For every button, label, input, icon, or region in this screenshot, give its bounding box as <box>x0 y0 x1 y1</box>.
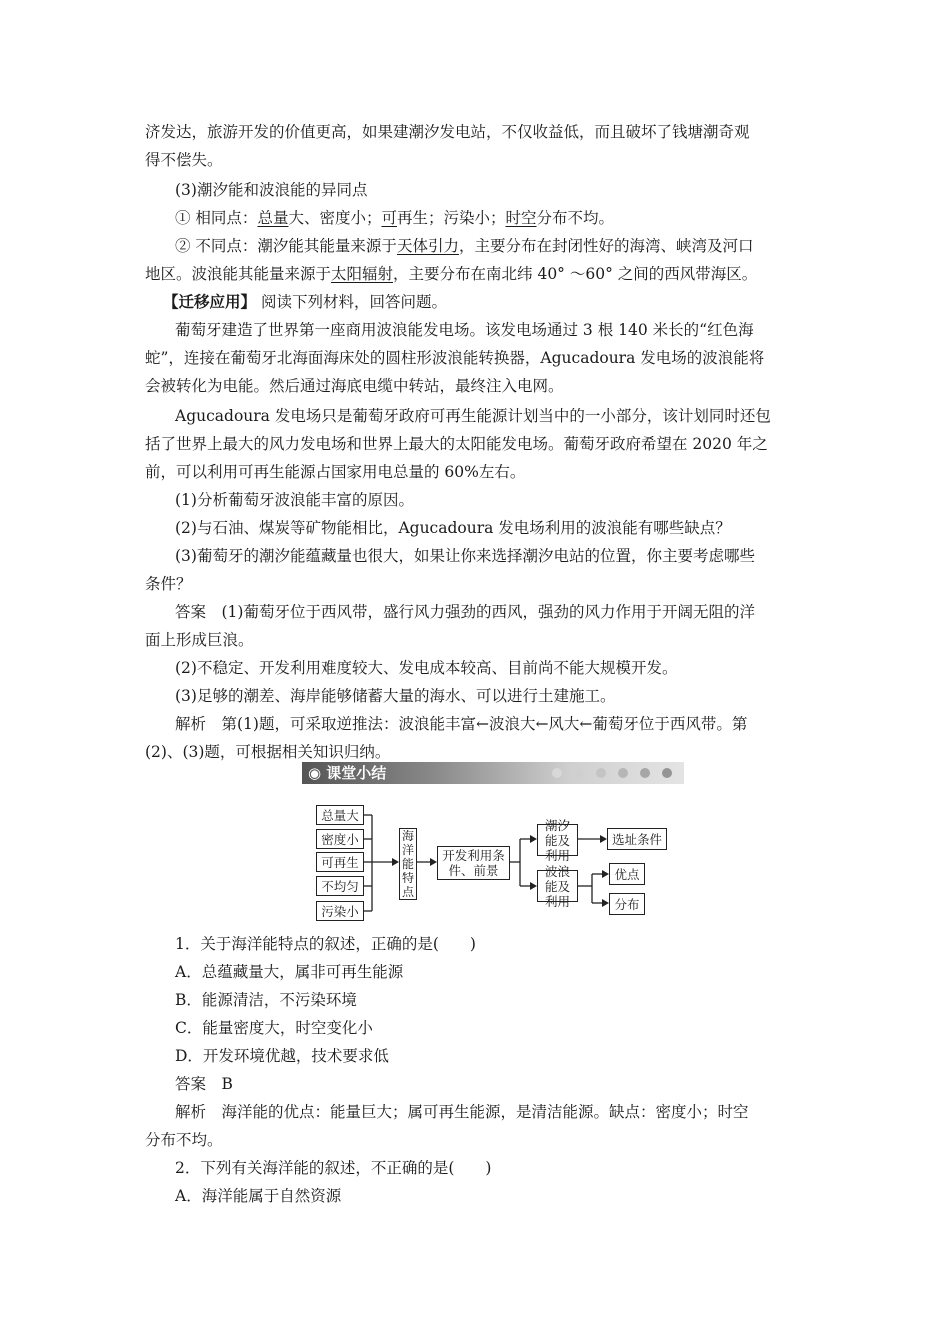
feature-box: 不均匀 <box>316 876 364 896</box>
advantage-box: 优点 <box>609 863 645 885</box>
differences-line <box>175 236 753 256</box>
text: ，主要分布在南北纬 40° ～60° 之间的西风带海区。 <box>393 265 758 283</box>
label: ① 相同点： <box>175 209 258 227</box>
text: ② 不同点：潮汐能其能量来源于 <box>175 237 397 255</box>
answer-line: (3)足够的潮差、海岸能够储蓄大量的海水、可以进行土建施工。 <box>175 687 616 705</box>
question-line: 条件？ <box>145 575 192 593</box>
text-line: 括了世界上最大的风力发电场和世界上最大的太阳能发电场。葡萄牙政府希望在 2020 年之 <box>145 435 768 453</box>
answer-line: 答案 B <box>175 1075 233 1093</box>
question-line: (1)分析葡萄牙波浪能丰富的原因。 <box>175 491 414 509</box>
explanation-line: (2)、(3)题，可根据相关知识归纳。 <box>145 743 391 761</box>
distribution-box: 分布 <box>609 893 645 915</box>
question-2: 2．下列有关海洋能的叙述，不正确的是( ) <box>175 1159 492 1177</box>
option-c: C．能量密度大，时空变化小 <box>175 1019 373 1037</box>
wave-energy-box: 波浪能及利用 <box>537 870 578 902</box>
text: 大、密度小； <box>288 209 382 227</box>
explanation-line: 分布不均。 <box>145 1131 223 1149</box>
development-box: 开发利用条件、前景 <box>437 846 510 880</box>
feature-box: 污染小 <box>316 901 364 921</box>
feature-box: 可再生 <box>316 852 364 872</box>
text-line: 前，可以利用可再生能源占国家用电总量的 60%左右。 <box>145 463 526 481</box>
section-heading: (3)潮汐能和波浪能的异同点 <box>175 181 368 199</box>
explanation-line: 解析 海洋能的优点：能量巨大；属可再生能源，是清洁能源。缺点：密度小；时空 <box>175 1103 749 1121</box>
option-a: A．海洋能属于自然资源 <box>175 1187 342 1205</box>
option-d: D．开发环境优越，技术要求低 <box>175 1047 389 1065</box>
site-conditions-box: 选址条件 <box>607 828 667 850</box>
question-line: (2)与石油、煤炭等矿物能相比，Agucadoura 发电场利用的波浪能有哪些缺点？ <box>175 519 731 537</box>
underlined-term: 可 <box>381 209 397 227</box>
answer-line: 答案 (1)葡萄牙位于西风带，盛行风力强劲的西风，强劲的风力作用于开阔无阻的洋 <box>175 603 755 621</box>
feature-box: 密度小 <box>316 829 364 849</box>
tidal-energy-box: 潮汐能及利用 <box>537 824 578 856</box>
text: 阅读下列材料，回答问题。 <box>256 293 447 311</box>
transfer-application-line <box>163 292 447 312</box>
text: 分布不均。 <box>536 209 615 227</box>
answer-line: (2)不稳定、开发利用难度较大、发电成本较高、目前尚不能大规模开发。 <box>175 659 678 677</box>
section-tag: 【迁移应用】 <box>163 292 257 311</box>
differences-line <box>145 264 757 284</box>
text-line: Agucadoura 发电场只是葡萄牙政府可再生能源计划当中的一小部分，该计划同时还包 <box>175 407 771 425</box>
question-line: (3)葡萄牙的潮汐能蕴藏量也很大，如果让你来选择潮汐电站的位置，你主要考虑哪些 <box>175 547 755 565</box>
underlined-term: 太阳辐射 <box>331 265 394 283</box>
text-line: 会被转化为电能。然后通过海底电缆中转站，最终注入电网。 <box>145 377 564 395</box>
option-b: B．能源清洁，不污染环境 <box>175 991 357 1009</box>
ocean-energy-features-box: 海洋能特点 <box>399 828 417 900</box>
text-line: 蛇”，连接在葡萄牙北海面海床处的圆柱形波浪能转换器，Agucadoura 发电场的波浪能将 <box>145 349 765 367</box>
banner-title: ◉ 课堂小结 <box>308 764 387 782</box>
underlined-term: 天体引力 <box>396 237 459 255</box>
text: 再生；污染小； <box>396 209 506 227</box>
question-1: 1．关于海洋能特点的叙述，正确的是( ) <box>175 935 476 953</box>
text-line: 得不偿失。 <box>145 151 223 169</box>
similarities-line <box>175 208 614 228</box>
text: 地区。波浪能其能量来源于 <box>145 265 332 283</box>
answer-line: 面上形成巨浪。 <box>145 631 254 649</box>
class-summary-diagram <box>302 762 684 924</box>
text-line: 葡萄牙建造了世界第一座商用波浪能发电场。该发电场通过 3 根 140 米长的“红色海 <box>175 321 754 339</box>
option-a: A．总蕴藏量大，属非可再生能源 <box>175 963 404 981</box>
underlined-term: 时空 <box>505 209 537 227</box>
underlined-term: 总量 <box>257 209 289 227</box>
explanation-line: 解析 第(1)题，可采取逆推法：波浪能丰富←波浪大←风大←葡萄牙位于西风带。第 <box>175 715 748 733</box>
feature-box: 总量大 <box>316 805 364 825</box>
text-line: 济发达，旅游开发的价值更高，如果建潮汐发电站，不仅收益低，而且破坏了钱塘潮奇观 <box>145 123 750 141</box>
text: ，主要分布在封闭性好的海湾、峡湾及河口 <box>458 237 754 255</box>
